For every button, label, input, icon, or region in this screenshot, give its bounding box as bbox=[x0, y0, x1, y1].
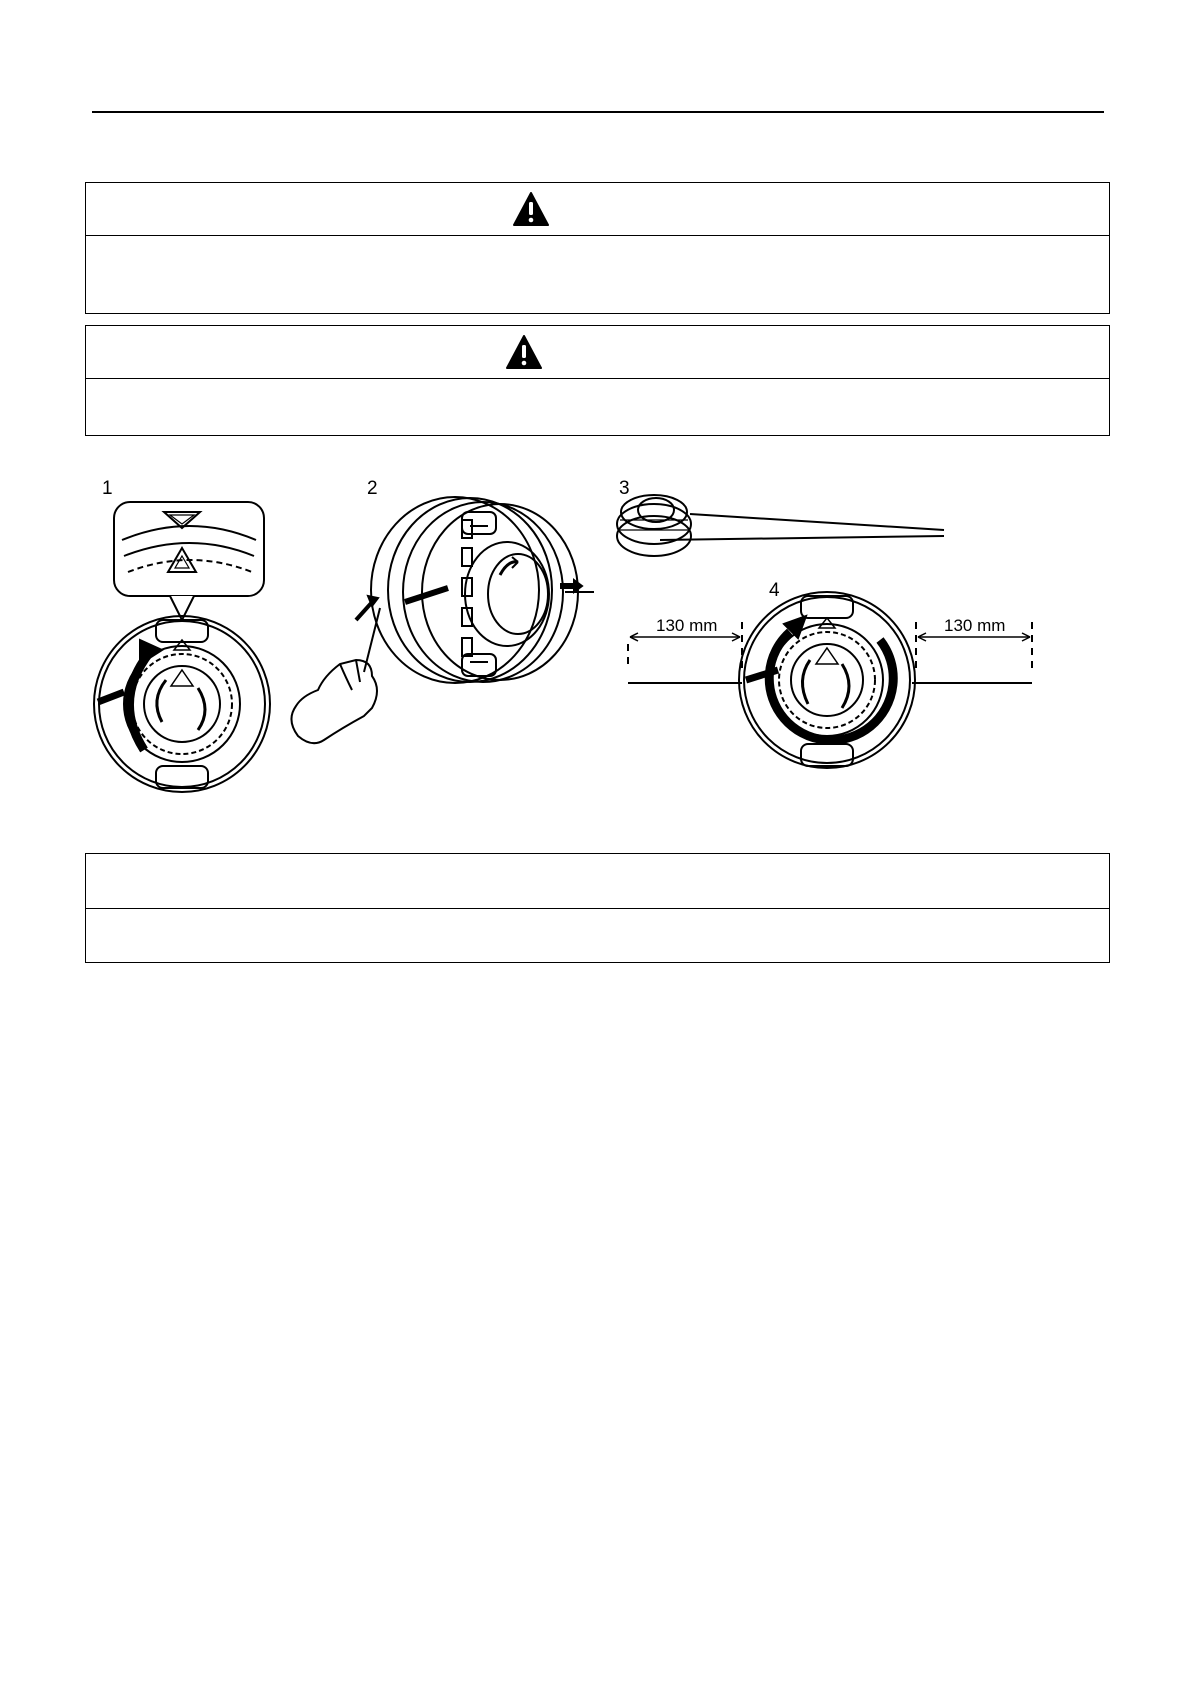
warning-box-1 bbox=[85, 182, 1110, 314]
step-3-drawing bbox=[617, 478, 944, 556]
warning-triangle-icon bbox=[513, 192, 549, 226]
step-4-label: 4 bbox=[769, 580, 780, 601]
step-2-drawing bbox=[291, 478, 594, 743]
note-box bbox=[85, 853, 1110, 963]
step-1-label: 1 bbox=[102, 478, 113, 499]
step-3-label: 3 bbox=[619, 478, 630, 499]
warning-box-1-header bbox=[86, 183, 1109, 236]
note-box-header bbox=[86, 854, 1109, 909]
step-2-label: 2 bbox=[367, 478, 378, 499]
right-measurement-label: 130 mm bbox=[944, 616, 1006, 635]
warning-box-2 bbox=[85, 325, 1110, 436]
left-measurement-label: 130 mm bbox=[656, 616, 718, 635]
top-rule bbox=[92, 111, 1104, 113]
warning-box-2-header bbox=[86, 326, 1109, 379]
step-4-drawing bbox=[628, 580, 1032, 768]
warning-triangle-icon bbox=[506, 335, 542, 369]
step-1-drawing bbox=[94, 478, 270, 792]
